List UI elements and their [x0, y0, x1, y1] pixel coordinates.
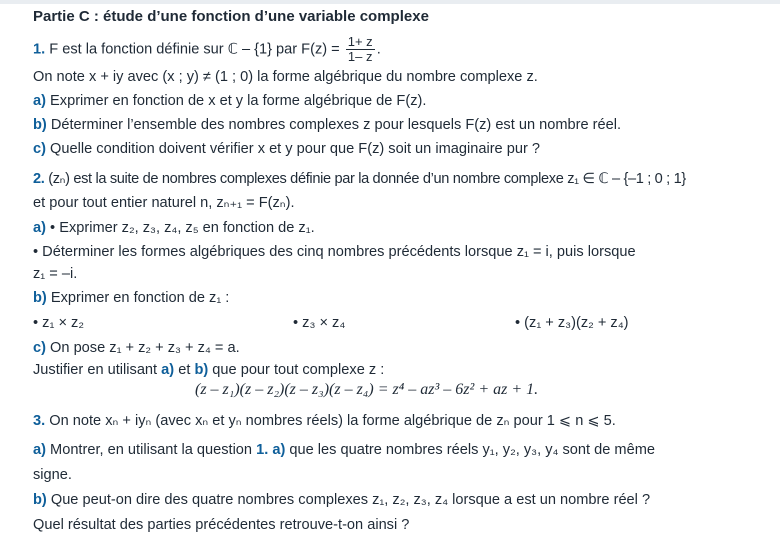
q2-b-item1: • z₁ × z₂ — [33, 315, 84, 331]
q1-a-label: a) — [33, 93, 46, 109]
q1-intro-text: F est la fonction définie sur ℂ – {1} par F(z) = — [49, 41, 340, 58]
q1-number: 1. — [33, 41, 46, 58]
q2-equation: (z – z₁)(z – z₂)(z – z₃)(z – z₄) = z⁴ – az³ – 6z² + az + 1. — [195, 381, 539, 398]
q3-line1-text: On note xₙ + iyₙ (avec xₙ et yₙ nombres réels) la forme algébrique de zₙ pour 1 ⩽ n ⩽ 5. — [49, 413, 616, 429]
q1-b-text: Déterminer l’ensemble des nombres complexes z pour lesquels F(z) est un nombre réel. — [50, 117, 622, 133]
q3-a-pre: Montrer, en utilisant la question — [50, 442, 253, 458]
q3-a-post: que les quatre nombres réels y₁, y₂, y₃, y₄ sont de même — [289, 442, 655, 458]
q2-justify-post: que pour tout complexe z : — [212, 362, 385, 378]
q2-a2 — [33, 243, 747, 261]
q1-b-label: b) — [33, 117, 47, 133]
q2-a-text: • Exprimer z₂, z₃, z₄, z₅ en fonction de z₁. — [50, 220, 315, 236]
q1-fraction-denominator: 1– z — [347, 49, 373, 64]
q3-a-ref: 1. a) — [256, 442, 286, 458]
q2-line1-text: (zₙ) est la suite de nombres complexes définie par la donnée d’un nombre complexe z₁ ∈ ℂ – {–1 ; 0 ; 1} — [48, 171, 686, 187]
q2-b-item3: • (z₁ + z₃)(z₂ + z₄) — [515, 315, 629, 331]
q1-fraction — [346, 35, 375, 64]
q3-line1 — [33, 412, 616, 430]
q2-b-items — [33, 314, 747, 334]
q1-b — [33, 116, 621, 134]
q1-intro — [33, 35, 381, 64]
page-title: Partie C : étude d’une fonction d’une variable complexe — [33, 8, 429, 25]
q2-justify-a: a) — [161, 362, 175, 378]
q2-a — [33, 219, 315, 237]
q2-a-label: a) — [33, 220, 46, 236]
q2-line2: et pour tout entier naturel n, zₙ₊₁ = F(zₙ). — [33, 195, 295, 211]
q2-line1 — [33, 170, 686, 188]
q1-a — [33, 92, 426, 110]
q3-b-label: b) — [33, 492, 47, 508]
q1-c — [33, 140, 540, 158]
q1-fraction-end: . — [376, 41, 381, 58]
q3-c: Quel résultat des parties précédentes retrouve-t-on ainsi ? — [33, 517, 410, 533]
q2-justify-b: b) — [194, 362, 209, 378]
q2-c-label: c) — [33, 340, 46, 356]
q2-a2-text: • Déterminer les formes algébriques des cinq nombres précédents lorsque z₁ = i, puis lorsque — [33, 244, 636, 260]
q2-a3: z₁ = –i. — [33, 266, 78, 282]
q3-number: 3. — [33, 413, 46, 429]
q3-b-text: Que peut-on dire des quatre nombres complexes z₁, z₂, z₃, z₄ lorsque a est un nombre réel ? — [50, 492, 651, 508]
q2-number: 2. — [33, 171, 45, 187]
q2-b-text: Exprimer en fonction de z₁ : — [50, 290, 230, 306]
q2-b-item2: • z₃ × z₄ — [293, 315, 346, 331]
q2-b — [33, 289, 229, 307]
q3-a-label: a) — [33, 442, 46, 458]
q1-note: On note x + iy avec (x ; y) ≠ (1 ; 0) la forme algébrique du nombre complexe z. — [33, 69, 538, 85]
top-strip — [0, 0, 780, 4]
q1-fraction-numerator: 1+ z — [347, 34, 373, 49]
q2-b-label: b) — [33, 290, 47, 306]
q1-c-label: c) — [33, 141, 46, 157]
q2-justify-pre: Justifier en utilisant — [33, 362, 158, 378]
q2-c-text: On pose z₁ + z₂ + z₃ + z₄ = a. — [50, 340, 240, 356]
q2-c — [33, 339, 240, 357]
q3-a-end: signe. — [33, 467, 72, 483]
q3-a — [33, 441, 655, 459]
q3-b — [33, 491, 650, 509]
q2-justify — [33, 361, 384, 379]
q2-justify-mid: et — [178, 362, 191, 378]
q1-a-text: Exprimer en fonction de x et y la forme algébrique de F(z). — [50, 93, 427, 109]
q1-c-text: Quelle condition doivent vérifier x et y pour que F(z) soit un imaginaire pur ? — [50, 141, 540, 157]
